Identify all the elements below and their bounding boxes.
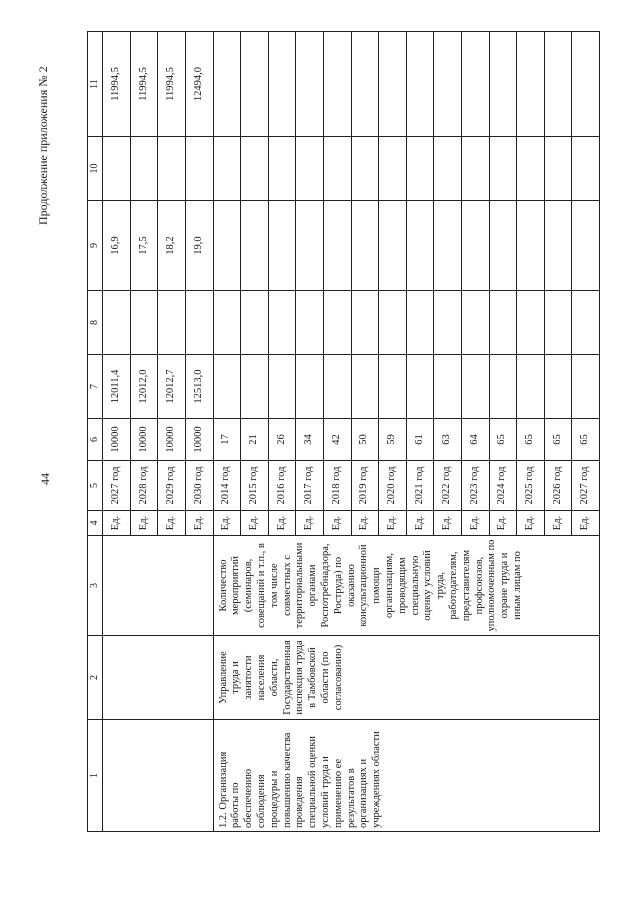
value-cell-c9: 17,5 [130,201,158,291]
value-cell-c10 [158,137,186,201]
empty-cell-c7 [213,355,241,419]
column-number: 8 [88,291,103,355]
value-cell-c9: 19,0 [185,201,213,291]
empty-cell-c8 [351,291,379,355]
empty-cell-c9 [489,201,517,291]
empty-cell-c7 [351,355,379,419]
value-cell-c6: 65 [489,419,517,461]
column-number: 10 [88,137,103,201]
value-cell-c6: 64 [461,419,489,461]
year-cell: 2017 год [296,461,324,511]
page-number: 44 [38,473,52,485]
value-cell-c10 [130,137,158,201]
unit-cell: Ед. [103,511,131,536]
unit-cell: Ед. [461,511,489,536]
year-cell: 2027 год [103,461,131,511]
empty-cell-c11 [461,32,489,137]
empty-cell-c10 [296,137,324,201]
empty-cell-c11 [434,32,462,137]
empty-cell-c10 [323,137,351,201]
empty-cell-c7 [434,355,462,419]
empty-cell-c7 [323,355,351,419]
empty-cell-c11 [544,32,572,137]
value-cell-c6: 26 [268,419,296,461]
empty-cell-c8 [489,291,517,355]
unit-cell: Ед. [213,511,241,536]
column-number: 9 [88,201,103,291]
empty-cell-c11 [213,32,241,137]
unit-cell: Ед. [185,511,213,536]
empty-cell-c10 [241,137,269,201]
empty-cell-c7 [268,355,296,419]
empty-cell-c11 [517,32,545,137]
unit-cell: Ед. [434,511,462,536]
empty-cell-c11 [323,32,351,137]
value-cell-c11: 11994,5 [158,32,186,137]
empty-cell-c10 [268,137,296,201]
unit-cell: Ед. [158,511,186,536]
column-number: 4 [88,511,103,536]
year-cell: 2030 год [185,461,213,511]
year-cell: 2018 год [323,461,351,511]
unit-cell: Ед. [351,511,379,536]
empty-cell-c10 [351,137,379,201]
empty-cell-c11 [572,32,600,137]
empty-cell-c9 [296,201,324,291]
value-cell-c6: 63 [434,419,462,461]
value-cell-c6: 34 [296,419,324,461]
empty-cell-c10 [544,137,572,201]
empty-cell-c7 [461,355,489,419]
empty-cell-c8 [434,291,462,355]
value-cell-c7: 12513,0 [185,355,213,419]
year-cell: 2014 год [213,461,241,511]
empty-cell-c8 [323,291,351,355]
empty-cell-c8 [241,291,269,355]
empty-cell-c10 [517,137,545,201]
unit-cell: Ед. [489,511,517,536]
value-cell-c8 [130,291,158,355]
empty-cell-c8 [572,291,600,355]
value-cell-c11: 11994,5 [103,32,131,137]
appendix-note: Продолжение приложения № 2 [36,66,50,225]
empty-cell-c2 [103,636,213,720]
empty-cell-c10 [572,137,600,201]
unit-cell: Ед. [130,511,158,536]
unit-cell: Ед. [323,511,351,536]
value-cell-c8 [103,291,131,355]
column-number: 5 [88,461,103,511]
value-cell-c6: 10000 [185,419,213,461]
empty-cell-c9 [544,201,572,291]
value-cell-c7: 12012,7 [158,355,186,419]
empty-cell-c7 [241,355,269,419]
empty-cell-c9 [406,201,434,291]
empty-cell-c11 [241,32,269,137]
empty-cell-c3 [103,536,213,636]
column-number: 7 [88,355,103,419]
empty-cell-c8 [268,291,296,355]
empty-cell-c10 [406,137,434,201]
empty-cell-c9 [379,201,407,291]
column-number: 3 [88,536,103,636]
table-row [213,32,241,832]
value-cell-c7: 12012,0 [130,355,158,419]
column-number: 6 [88,419,103,461]
unit-cell: Ед. [268,511,296,536]
empty-cell-c1 [103,720,213,832]
year-cell: 2026 год [544,461,572,511]
empty-cell-c9 [517,201,545,291]
column-number: 2 [88,636,103,720]
empty-cell-c11 [351,32,379,137]
empty-cell-c11 [406,32,434,137]
empty-cell-c10 [461,137,489,201]
year-cell: 2020 год [379,461,407,511]
program-table [87,31,600,832]
value-cell-c11: 12494,0 [185,32,213,137]
value-cell-c6: 50 [351,419,379,461]
unit-cell: Ед. [241,511,269,536]
value-cell-c7: 12011,4 [103,355,131,419]
empty-cell-c8 [296,291,324,355]
empty-cell-c8 [406,291,434,355]
empty-cell-c10 [213,137,241,201]
empty-cell-c7 [296,355,324,419]
empty-cell-c7 [572,355,600,419]
column-number: 1 [88,720,103,832]
year-cell: 2022 год [434,461,462,511]
year-cell: 2019 год [351,461,379,511]
empty-cell-c9 [461,201,489,291]
empty-cell-c9 [268,201,296,291]
empty-cell-c8 [517,291,545,355]
empty-cell-c11 [489,32,517,137]
unit-cell: Ед. [296,511,324,536]
empty-cell-c10 [489,137,517,201]
empty-cell-c7 [544,355,572,419]
empty-cell-c7 [489,355,517,419]
empty-cell-c11 [379,32,407,137]
unit-cell: Ед. [379,511,407,536]
value-cell-c10 [103,137,131,201]
value-cell-c10 [185,137,213,201]
empty-cell-c8 [213,291,241,355]
empty-cell-c10 [379,137,407,201]
unit-cell: Ед. [406,511,434,536]
value-cell-c6: 65 [517,419,545,461]
year-cell: 2029 год [158,461,186,511]
column-number: 11 [88,32,103,137]
year-cell: 2016 год [268,461,296,511]
value-cell-c8 [185,291,213,355]
empty-cell-c9 [572,201,600,291]
unit-cell: Ед. [572,511,600,536]
empty-cell-c8 [461,291,489,355]
year-cell: 2024 год [489,461,517,511]
year-cell: 2027 год [572,461,600,511]
year-cell: 2021 год [406,461,434,511]
value-cell-c6: 10000 [103,419,131,461]
indicator-cell: Количество мероприятий (семинаров, совещаний и т.п., в том числе совместных с территориальными органами Роспотребнадзора, Роструда) по оказанию консультационной помощи организациям, проводящим специальную оценку условий труда, работодателям, представителям профсоюзов, уполномоченным по охране труда и иным лицам по [213,536,599,636]
value-cell-c6: 10000 [130,419,158,461]
value-cell-c6: 65 [572,419,600,461]
empty-cell-c11 [296,32,324,137]
empty-cell-c7 [406,355,434,419]
value-cell-c6: 17 [213,419,241,461]
empty-cell-c9 [241,201,269,291]
value-cell-c6: 10000 [158,419,186,461]
value-cell-c6: 42 [323,419,351,461]
executor-cell: Управление труда и занятости населения области, Государственная инспекция труда в Тамбовской области (по согласованию) [213,636,599,720]
unit-cell: Ед. [544,511,572,536]
empty-cell-c9 [213,201,241,291]
value-cell-c9: 18,2 [158,201,186,291]
value-cell-c9: 16,9 [103,201,131,291]
year-cell: 2028 год [130,461,158,511]
empty-cell-c9 [323,201,351,291]
unit-cell: Ед. [517,511,545,536]
empty-cell-c7 [517,355,545,419]
activity-cell: 1.2. Организация работы по обеспечению соблюдения процедуры и повышению качества проведения специальной оценки условий труда и применению ее результатов в организациях и учреждениях области [213,720,599,832]
value-cell-c6: 59 [379,419,407,461]
empty-cell-c10 [434,137,462,201]
year-cell: 2025 год [517,461,545,511]
value-cell-c11: 11994,5 [130,32,158,137]
table-row [103,32,131,832]
year-cell: 2023 год [461,461,489,511]
year-cell: 2015 год [241,461,269,511]
column-number-row [88,32,103,832]
empty-cell-c7 [379,355,407,419]
empty-cell-c11 [268,32,296,137]
empty-cell-c9 [434,201,462,291]
empty-cell-c8 [544,291,572,355]
value-cell-c8 [158,291,186,355]
empty-cell-c8 [379,291,407,355]
value-cell-c6: 21 [241,419,269,461]
empty-cell-c9 [351,201,379,291]
value-cell-c6: 61 [406,419,434,461]
value-cell-c6: 65 [544,419,572,461]
